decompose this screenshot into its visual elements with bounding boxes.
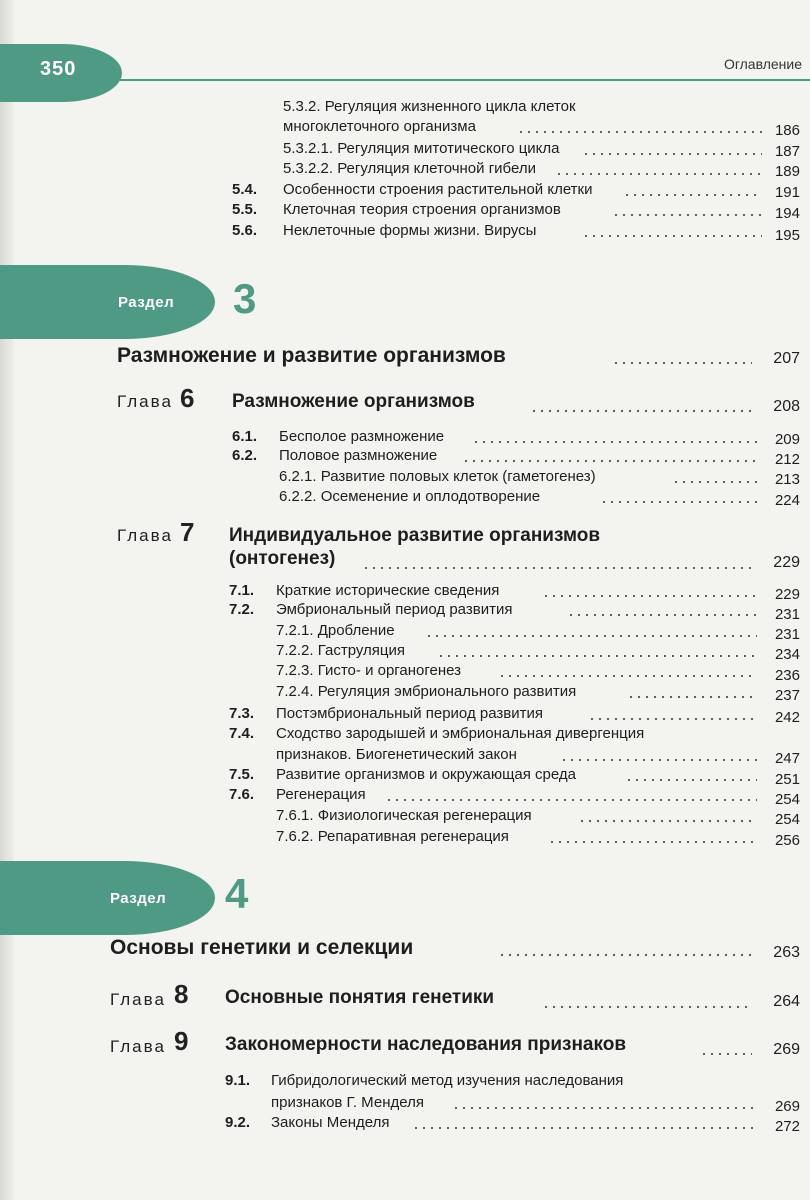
chapter-6-number: 6	[180, 383, 195, 413]
dot-leader	[362, 567, 756, 569]
page-ref: 256	[774, 832, 800, 849]
section-3-title[interactable]: Размножение и развитие организмов	[117, 344, 506, 367]
header-rule	[120, 79, 810, 81]
page-ref: 229	[773, 554, 800, 571]
page-ref: 263	[773, 944, 800, 961]
page-ref: 234	[774, 646, 800, 663]
toc-entry-7-3[interactable]: Постэмбриональный период развития	[276, 705, 543, 722]
toc-entry-7-5[interactable]: Развитие организмов и окружающая среда	[276, 766, 577, 783]
page-ref: 186	[774, 122, 800, 139]
toc-number-7-2: 7.2.	[229, 601, 255, 618]
dot-leader	[498, 675, 757, 677]
toc-entry-5-3-2-line2[interactable]: многоклеточного организма	[283, 118, 476, 135]
dot-leader	[452, 1107, 756, 1109]
toc-entry-7-2[interactable]: Эмбриональный период развития	[276, 601, 513, 618]
dot-leader	[548, 841, 757, 843]
section-4-label: Раздел	[110, 890, 167, 907]
dot-leader	[412, 1127, 756, 1129]
chapter-9-word: Глава	[110, 1037, 166, 1056]
toc-entry-5-3-2-1[interactable]: 5.3.2.1. Регуляция митотического цикла	[283, 140, 560, 157]
toc-entry-7-4-line2[interactable]: признаков. Биогенетический закон	[276, 746, 517, 763]
dot-leader	[623, 194, 762, 196]
page-ref: 254	[774, 811, 800, 828]
toc-number-6-2: 6.2.	[232, 447, 258, 464]
dot-leader	[600, 501, 757, 503]
page-ref: 269	[773, 1041, 800, 1058]
toc-number-7-5: 7.5.	[229, 766, 255, 783]
toc-entry-7-2-2[interactable]: 7.2.2. Гаструляция	[276, 642, 406, 659]
dot-leader	[542, 1006, 752, 1008]
section-4-title[interactable]: Основы генетики и селекции	[110, 936, 414, 959]
toc-number-9-1: 9.1.	[225, 1072, 251, 1089]
dot-leader	[542, 595, 757, 597]
chapter-8-title[interactable]: Основные понятия генетики	[225, 987, 495, 1008]
page-ref: 195	[774, 227, 800, 244]
chapter-9-number: 9	[174, 1026, 189, 1056]
chapter-9-title[interactable]: Закономерности наследования признаков	[225, 1034, 627, 1055]
dot-leader	[517, 131, 762, 133]
toc-entry-6-2-2[interactable]: 6.2.2. Осеменение и оплодотворение	[279, 488, 541, 505]
dot-leader	[567, 614, 757, 616]
toc-number-7-3: 7.3.	[229, 705, 255, 722]
dot-leader	[588, 718, 757, 720]
toc-number-7-1: 7.1.	[229, 582, 255, 599]
section-3-number: 3	[233, 275, 257, 322]
chapter-7-title-line2[interactable]: (онтогенез)	[229, 548, 336, 569]
toc-number-7-4: 7.4.	[229, 725, 255, 742]
running-header-title: Оглавление	[723, 56, 802, 72]
page-ref: 231	[774, 606, 800, 623]
page-number: 350	[40, 58, 77, 80]
dot-leader	[498, 954, 752, 956]
page-ref: 254	[774, 791, 800, 808]
toc-entry-7-1[interactable]: Краткие исторические сведения	[276, 582, 500, 599]
page-ref: 209	[774, 431, 800, 448]
toc-entry-5-4[interactable]: Особенности строения растительной клетки	[283, 181, 593, 198]
dot-leader	[437, 655, 757, 657]
toc-entry-7-4-line1[interactable]: Сходство зародышей и эмбриональная дивергенция	[276, 725, 645, 742]
toc-entry-5-3-2-2[interactable]: 5.3.2.2. Регуляция клеточной гибели	[283, 160, 536, 177]
section-3-tab	[0, 265, 215, 339]
toc-entry-6-2[interactable]: Половое размножение	[279, 447, 438, 464]
toc-entry-7-2-1[interactable]: 7.2.1. Дробление	[276, 622, 395, 639]
toc-entry-9-2[interactable]: Законы Менделя	[271, 1114, 390, 1131]
chapter-7-number: 7	[180, 517, 195, 547]
page-ref: 272	[774, 1118, 800, 1135]
toc-number-5-6: 5.6.	[232, 222, 258, 239]
page-ref: 189	[774, 163, 800, 180]
toc-entry-5-5[interactable]: Клеточная теория строения организмов	[283, 201, 561, 218]
toc-number-5-4: 5.4.	[232, 181, 258, 198]
page-ref: 212	[774, 451, 800, 468]
page-ref: 229	[774, 586, 800, 603]
toc-entry-9-1-line2[interactable]: признаков Г. Менделя	[271, 1094, 424, 1111]
dot-leader	[555, 173, 762, 175]
page-ref: 207	[773, 350, 800, 367]
page-ref: 269	[774, 1098, 800, 1115]
page-ref: 187	[774, 143, 800, 160]
chapter-8-word: Глава	[110, 990, 166, 1009]
page-ref: 224	[774, 492, 800, 509]
dot-leader	[560, 759, 757, 761]
toc-entry-7-6-1[interactable]: 7.6.1. Физиологическая регенерация	[276, 807, 532, 824]
page-ref: 231	[774, 626, 800, 643]
section-4-number: 4	[225, 870, 249, 917]
page-ref: 237	[774, 687, 800, 704]
page-ref: 251	[774, 771, 800, 788]
page-ref: 191	[774, 184, 800, 201]
toc-entry-6-2-1[interactable]: 6.2.1. Развитие половых клеток (гаметогенез)	[279, 468, 596, 485]
page-ref: 194	[774, 205, 800, 222]
page-ref: 236	[774, 667, 800, 684]
dot-leader	[625, 779, 757, 781]
chapter-7-title-line1[interactable]: Индивидуальное развитие организмов	[229, 525, 601, 546]
dot-leader	[612, 214, 762, 216]
dot-leader	[530, 410, 756, 412]
dot-leader	[700, 1053, 752, 1055]
dot-leader	[425, 635, 757, 637]
page-ref: 242	[774, 709, 800, 726]
toc-entry-7-6-2[interactable]: 7.6.2. Репаративная регенерация	[276, 828, 509, 845]
chapter-6-word: Глава	[117, 392, 173, 411]
dot-leader	[472, 441, 757, 443]
dot-leader	[578, 820, 757, 822]
page-ref: 208	[773, 398, 800, 415]
dot-leader	[672, 481, 757, 483]
toc-entry-5-6[interactable]: Неклеточные формы жизни. Вирусы	[283, 222, 537, 239]
dot-leader	[612, 362, 752, 364]
dot-leader	[582, 153, 762, 155]
dot-leader	[582, 235, 762, 237]
toc-entry-6-1[interactable]: Бесполое размножение	[279, 428, 445, 445]
section-3-label: Раздел	[118, 294, 175, 311]
toc-entry-9-1-line1[interactable]: Гибридологический метод изучения наследования	[271, 1072, 624, 1089]
dot-leader	[627, 696, 757, 698]
page-ref: 247	[774, 750, 800, 767]
chapter-7-word: Глава	[117, 526, 173, 545]
page-ref: 213	[774, 471, 800, 488]
toc-entry-7-6[interactable]: Регенерация	[276, 786, 366, 803]
dot-leader	[462, 460, 757, 462]
toc-entry-7-2-4[interactable]: 7.2.4. Регуляция эмбрионального развития	[276, 683, 577, 700]
section-4-tab	[0, 861, 215, 935]
toc-number-6-1: 6.1.	[232, 428, 258, 445]
toc-number-7-6: 7.6.	[229, 786, 255, 803]
toc-number-9-2: 9.2.	[225, 1114, 251, 1131]
chapter-6-title[interactable]: Размножение организмов	[232, 391, 475, 412]
chapter-8-number: 8	[174, 979, 189, 1009]
dot-leader	[385, 799, 757, 801]
toc-entry-5-3-2-line1[interactable]: 5.3.2. Регуляция жизненного цикла клеток	[283, 98, 576, 115]
toc-entry-7-2-3[interactable]: 7.2.3. Гисто- и органогенез	[276, 662, 462, 679]
toc-number-5-5: 5.5.	[232, 201, 258, 218]
page-binding-shadow	[0, 0, 14, 1200]
page-ref: 264	[773, 993, 800, 1010]
